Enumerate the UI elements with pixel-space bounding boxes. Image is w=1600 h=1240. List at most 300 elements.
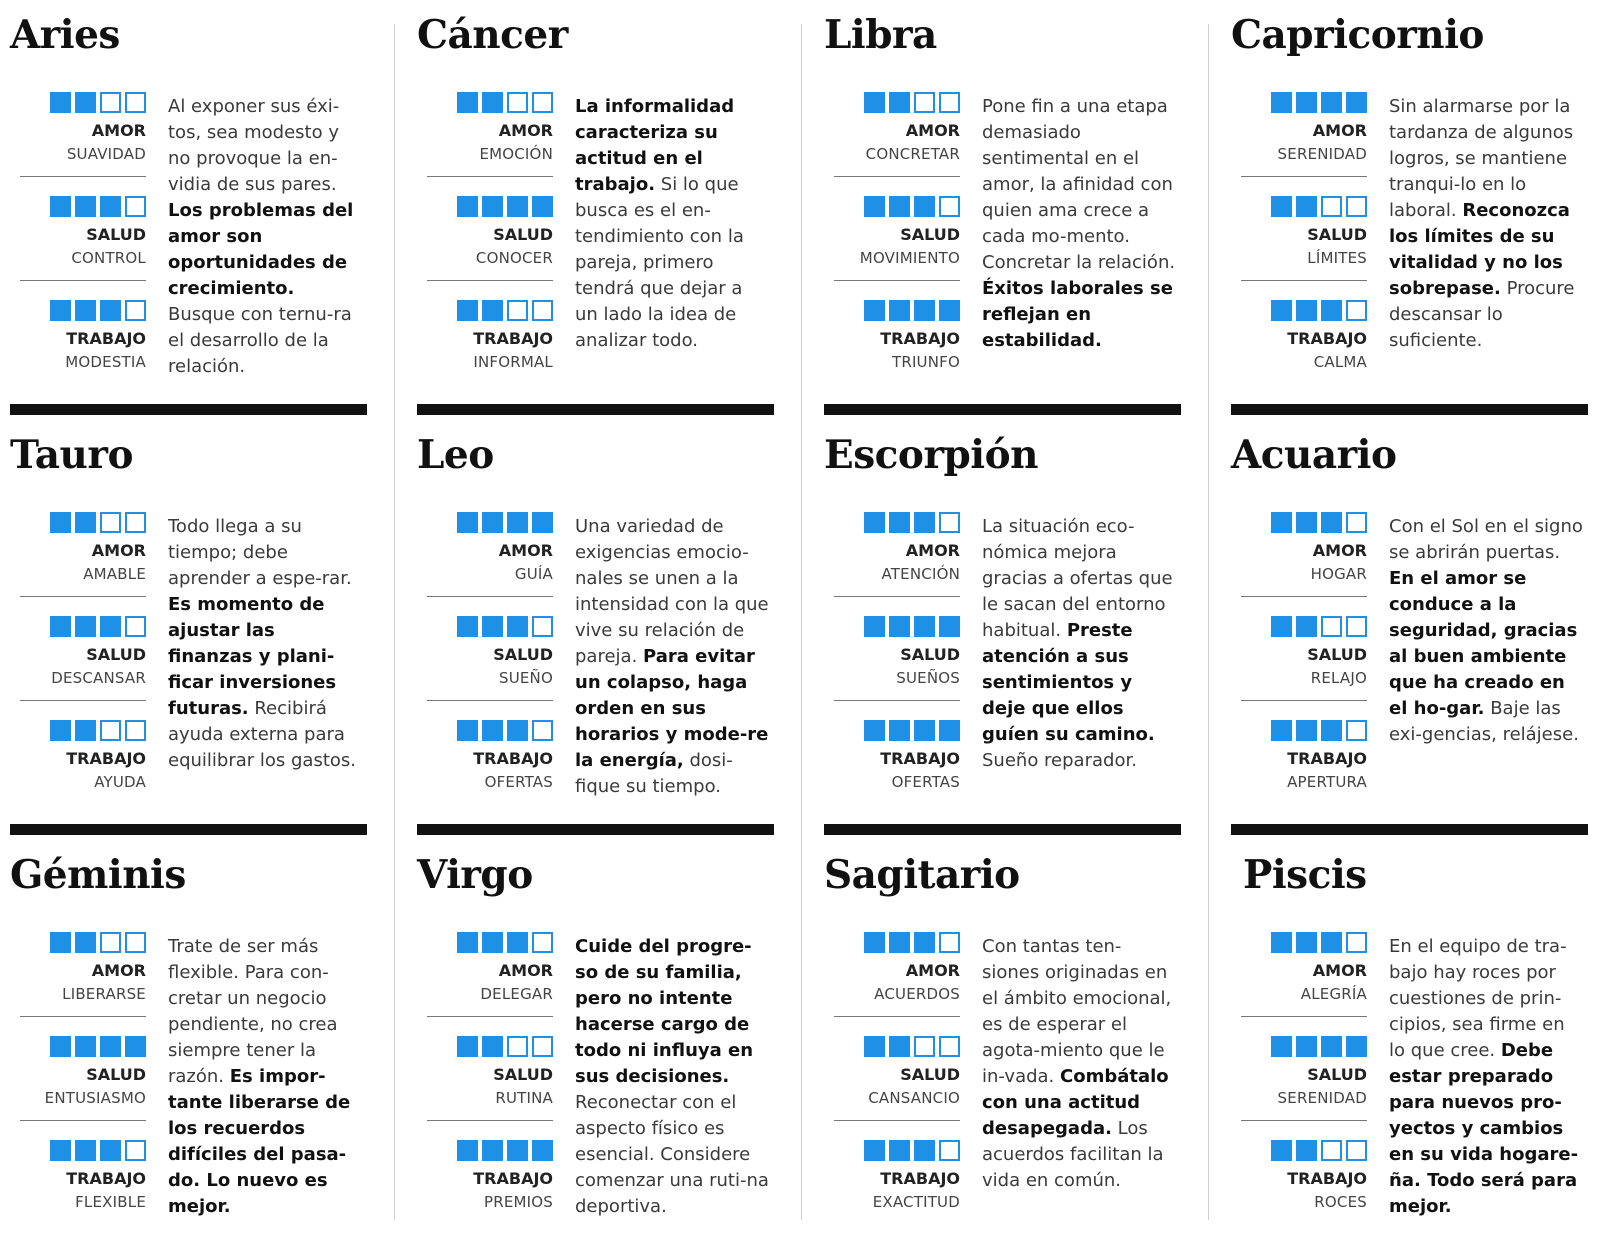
rating-separator xyxy=(20,280,146,281)
rating-square-filled xyxy=(482,512,503,533)
forecast-segment: Busque con ternu-ra el desarrollo de la relación. xyxy=(168,304,352,377)
rating-square-filled xyxy=(1271,1140,1292,1161)
rating-square-filled xyxy=(1296,720,1317,741)
horoscope-entry-geminis xyxy=(10,840,380,1240)
rating-separator xyxy=(20,596,146,597)
rating-separator xyxy=(427,700,553,701)
forecast-segment: Con el Sol en el signo se abrirán puertas. xyxy=(1389,516,1583,563)
forecast-segment: dosi-fique su tiempo. xyxy=(575,750,733,797)
forecast-text xyxy=(168,514,362,774)
rating-square-filled xyxy=(864,92,885,113)
section-rule xyxy=(1231,824,1588,835)
rating-salud xyxy=(1241,196,1367,284)
forecast-text xyxy=(982,514,1176,774)
rating-square-filled xyxy=(864,1036,885,1057)
rating-square-empty xyxy=(125,300,146,321)
rating-trabajo xyxy=(427,1140,553,1228)
rating-square-empty xyxy=(125,512,146,533)
rating-square-filled xyxy=(75,512,96,533)
rating-category: SALUD xyxy=(86,645,146,664)
rating-square-filled xyxy=(482,932,503,953)
rating-keyword: ATENCIÓN xyxy=(881,565,960,583)
rating-keyword: LÍMITES xyxy=(1307,249,1367,267)
forecast-text xyxy=(982,934,1176,1194)
horoscope-entry-tauro xyxy=(10,420,380,820)
section-rule xyxy=(417,824,774,835)
rating-category: SALUD xyxy=(86,1065,146,1084)
rating-square-empty xyxy=(100,92,121,113)
rating-salud xyxy=(20,1036,146,1124)
rating-square-empty xyxy=(100,720,121,741)
rating-category: AMOR xyxy=(1312,121,1367,140)
forecast-segment: Pone fin a una etapa demasiado sentimental en el amor, la afinidad con quien ama crece a cada mo-mento. Concretar la relación. xyxy=(982,96,1176,273)
rating-square-filled xyxy=(457,616,478,637)
forecast-segment: En el equipo de tra-bajo hay roces por cuestiones de prin-cipios, sea firme en lo que cree. xyxy=(1389,936,1567,1061)
horoscope-entry-cancer xyxy=(417,0,787,400)
rating-square-filled xyxy=(939,300,960,321)
rating-square-empty xyxy=(1346,720,1367,741)
rating-square-filled xyxy=(75,1036,96,1057)
rating-squares xyxy=(864,92,960,113)
rating-trabajo xyxy=(20,1140,146,1228)
rating-category: TRABAJO xyxy=(473,329,553,348)
rating-keyword: TRIUNFO xyxy=(891,353,960,371)
forecast-segment: Trate de ser más flexible. Para con-cretar un negocio pendiente, no crea siempre tener la razón. xyxy=(168,936,338,1087)
rating-square-filled xyxy=(864,512,885,533)
rating-separator xyxy=(20,176,146,177)
rating-square-filled xyxy=(1296,196,1317,217)
rating-squares xyxy=(1271,196,1367,217)
rating-category: TRABAJO xyxy=(1287,1169,1367,1188)
sign-title: Tauro xyxy=(10,432,133,478)
rating-square-filled xyxy=(889,92,910,113)
rating-salud xyxy=(20,616,146,704)
rating-salud xyxy=(834,1036,960,1124)
rating-square-filled xyxy=(1296,616,1317,637)
rating-category: TRABAJO xyxy=(1287,749,1367,768)
rating-salud xyxy=(1241,1036,1367,1124)
rating-square-filled xyxy=(457,512,478,533)
rating-square-filled xyxy=(1321,512,1342,533)
forecast-segment: Reconectar con el aspecto físico es esencial. Considere comenzar una ruti-na deportiva. xyxy=(575,1092,769,1217)
rating-square-empty xyxy=(1321,196,1342,217)
rating-square-filled xyxy=(482,1036,503,1057)
rating-square-empty xyxy=(1346,616,1367,637)
rating-square-filled xyxy=(457,196,478,217)
rating-square-empty xyxy=(1321,1140,1342,1161)
rating-square-filled xyxy=(50,720,71,741)
forecast-segment: Una variedad de exigencias emocio-nales se unen a la intensidad con la que vive su relación de pareja. xyxy=(575,516,769,667)
rating-square-filled xyxy=(532,1140,553,1161)
rating-salud xyxy=(834,616,960,704)
rating-keyword: SERENIDAD xyxy=(1277,1089,1367,1107)
forecast-segment: Baje las exi-gencias, relájese. xyxy=(1389,698,1579,745)
rating-category: TRABAJO xyxy=(66,1169,146,1188)
rating-category: SALUD xyxy=(86,225,146,244)
sign-title: Cáncer xyxy=(417,12,568,58)
rating-keyword: MODESTIA xyxy=(65,353,146,371)
rating-keyword: FLEXIBLE xyxy=(75,1193,146,1211)
rating-trabajo xyxy=(427,300,553,388)
rating-category: SALUD xyxy=(900,645,960,664)
rating-square-empty xyxy=(532,1036,553,1057)
rating-square-filled xyxy=(457,92,478,113)
rating-separator xyxy=(20,1120,146,1121)
rating-squares xyxy=(864,1036,960,1057)
rating-square-filled xyxy=(864,196,885,217)
sign-title: Capricornio xyxy=(1231,12,1484,58)
rating-square-filled xyxy=(75,616,96,637)
rating-keyword: CONTROL xyxy=(71,249,146,267)
rating-category: AMOR xyxy=(905,961,960,980)
rating-amor xyxy=(427,92,553,180)
rating-square-filled xyxy=(50,92,71,113)
forecast-segment: La situación eco-nómica mejora gracias a ofertas que le sacan del entorno habitual. xyxy=(982,516,1173,641)
rating-square-empty xyxy=(125,616,146,637)
rating-category: AMOR xyxy=(91,961,146,980)
rating-squares xyxy=(457,1036,553,1057)
rating-square-filled xyxy=(939,616,960,637)
forecast-text xyxy=(575,94,769,354)
forecast-text xyxy=(575,514,769,800)
rating-square-filled xyxy=(482,300,503,321)
rating-square-filled xyxy=(50,932,71,953)
rating-square-filled xyxy=(889,1036,910,1057)
rating-square-empty xyxy=(1321,616,1342,637)
rating-square-filled xyxy=(75,92,96,113)
horoscope-entry-virgo xyxy=(417,840,787,1240)
rating-square-filled xyxy=(125,1036,146,1057)
section-rule xyxy=(824,404,1181,415)
rating-separator xyxy=(834,176,960,177)
rating-separator xyxy=(427,1120,553,1121)
forecast-highlight: Éxitos laborales se reflejan en estabilidad. xyxy=(982,278,1173,351)
rating-square-filled xyxy=(507,616,528,637)
rating-square-filled xyxy=(75,300,96,321)
rating-squares xyxy=(457,300,553,321)
rating-keyword: ACUERDOS xyxy=(874,985,960,1003)
rating-separator xyxy=(1241,176,1367,177)
horoscope-entry-aries xyxy=(10,0,380,400)
rating-square-filled xyxy=(50,1140,71,1161)
rating-square-filled xyxy=(864,720,885,741)
rating-square-empty xyxy=(100,512,121,533)
rating-keyword: EXACTITUD xyxy=(872,1193,960,1211)
rating-category: AMOR xyxy=(498,121,553,140)
rating-trabajo xyxy=(1241,300,1367,388)
rating-square-empty xyxy=(125,196,146,217)
rating-square-filled xyxy=(507,196,528,217)
rating-square-filled xyxy=(1296,512,1317,533)
rating-square-filled xyxy=(1271,616,1292,637)
rating-amor xyxy=(834,512,960,600)
rating-square-empty xyxy=(125,932,146,953)
rating-squares xyxy=(50,92,146,113)
rating-category: SALUD xyxy=(900,225,960,244)
rating-square-filled xyxy=(864,932,885,953)
forecast-highlight: Combátalo con una actitud desapegada. xyxy=(982,1066,1169,1139)
rating-category: AMOR xyxy=(498,961,553,980)
rating-square-filled xyxy=(914,932,935,953)
rating-square-filled xyxy=(457,1036,478,1057)
rating-keyword: MOVIMIENTO xyxy=(859,249,960,267)
rating-square-filled xyxy=(457,932,478,953)
forecast-highlight: Debe estar preparado para nuevos pro-yectos y cambios en su vida hogare-ña. Todo será para mejor. xyxy=(1389,1040,1579,1217)
rating-square-filled xyxy=(75,196,96,217)
rating-squares xyxy=(864,720,960,741)
rating-category: SALUD xyxy=(493,225,553,244)
rating-squares xyxy=(50,720,146,741)
rating-keyword: AMABLE xyxy=(83,565,146,583)
forecast-text xyxy=(168,934,362,1220)
rating-square-filled xyxy=(1296,92,1317,113)
rating-squares xyxy=(1271,92,1367,113)
rating-salud xyxy=(20,196,146,284)
rating-keyword: AYUDA xyxy=(94,773,146,791)
rating-square-filled xyxy=(457,720,478,741)
rating-category: TRABAJO xyxy=(473,749,553,768)
rating-category: TRABAJO xyxy=(880,749,960,768)
rating-category: SALUD xyxy=(1307,645,1367,664)
rating-square-filled xyxy=(889,720,910,741)
rating-keyword: GUÍA xyxy=(514,565,553,583)
rating-square-filled xyxy=(914,720,935,741)
forecast-text xyxy=(575,934,769,1220)
rating-amor xyxy=(1241,92,1367,180)
rating-square-filled xyxy=(50,512,71,533)
forecast-text xyxy=(168,94,362,380)
rating-square-filled xyxy=(507,1140,528,1161)
rating-square-empty xyxy=(914,92,935,113)
rating-category: SALUD xyxy=(900,1065,960,1084)
rating-separator xyxy=(427,176,553,177)
forecast-text xyxy=(1389,514,1583,748)
rating-square-filled xyxy=(1271,720,1292,741)
rating-keyword: DELEGAR xyxy=(480,985,553,1003)
rating-square-empty xyxy=(532,300,553,321)
rating-square-filled xyxy=(75,1140,96,1161)
forecast-segment: Sueño reparador. xyxy=(982,750,1137,771)
rating-square-filled xyxy=(914,196,935,217)
rating-category: AMOR xyxy=(498,541,553,560)
forecast-highlight: Para evitar un colapso, haga orden en sus horarios y mode-re la energía, xyxy=(575,646,769,771)
rating-square-filled xyxy=(507,932,528,953)
rating-square-filled xyxy=(50,300,71,321)
rating-square-filled xyxy=(889,196,910,217)
sign-title: Escorpión xyxy=(824,432,1038,478)
rating-square-empty xyxy=(939,932,960,953)
rating-separator xyxy=(20,700,146,701)
rating-square-filled xyxy=(50,1036,71,1057)
rating-square-empty xyxy=(1346,512,1367,533)
rating-salud xyxy=(1241,616,1367,704)
rating-separator xyxy=(20,1016,146,1017)
horoscope-entry-escorpion xyxy=(824,420,1194,820)
rating-salud xyxy=(427,196,553,284)
rating-square-filled xyxy=(482,196,503,217)
forecast-segment: Procure descansar lo suficiente. xyxy=(1389,278,1575,351)
rating-square-filled xyxy=(482,616,503,637)
rating-square-filled xyxy=(1271,92,1292,113)
forecast-highlight: Preste atención a sus sentimientos y deje que ellos guíen su camino. xyxy=(982,620,1155,745)
rating-squares xyxy=(1271,300,1367,321)
rating-square-empty xyxy=(507,300,528,321)
forecast-text xyxy=(982,94,1176,354)
rating-squares xyxy=(864,512,960,533)
sign-title: Géminis xyxy=(10,852,186,898)
rating-square-empty xyxy=(939,1036,960,1057)
rating-square-empty xyxy=(100,932,121,953)
rating-category: TRABAJO xyxy=(473,1169,553,1188)
rating-square-filled xyxy=(1271,512,1292,533)
sign-title: Aries xyxy=(10,12,120,58)
rating-trabajo xyxy=(427,720,553,808)
rating-square-filled xyxy=(507,720,528,741)
rating-keyword: SUAVIDAD xyxy=(66,145,146,163)
section-rule xyxy=(1231,404,1588,415)
rating-squares xyxy=(864,300,960,321)
rating-squares xyxy=(864,616,960,637)
rating-square-empty xyxy=(914,1036,935,1057)
forecast-segment: Con tantas ten-siones originadas en el ámbito emocional, es de esperar el agota-miento que le in-vada. xyxy=(982,936,1172,1087)
sign-title: Acuario xyxy=(1231,432,1397,478)
rating-square-empty xyxy=(939,1140,960,1161)
rating-square-filled xyxy=(914,300,935,321)
rating-amor xyxy=(20,92,146,180)
rating-square-empty xyxy=(125,92,146,113)
rating-trabajo xyxy=(20,720,146,808)
horoscope-entry-piscis xyxy=(1231,840,1600,1240)
rating-square-filled xyxy=(1321,720,1342,741)
rating-square-filled xyxy=(864,1140,885,1161)
sign-title: Libra xyxy=(824,12,937,58)
rating-amor xyxy=(834,932,960,1020)
rating-square-empty xyxy=(1346,932,1367,953)
rating-category: AMOR xyxy=(905,541,960,560)
rating-square-filled xyxy=(507,512,528,533)
rating-square-filled xyxy=(1321,300,1342,321)
rating-squares xyxy=(50,932,146,953)
rating-separator xyxy=(427,280,553,281)
rating-square-empty xyxy=(507,1036,528,1057)
rating-amor xyxy=(20,932,146,1020)
rating-square-empty xyxy=(532,92,553,113)
section-rule xyxy=(10,404,367,415)
rating-squares xyxy=(864,196,960,217)
column-divider xyxy=(801,24,802,1220)
rating-square-filled xyxy=(864,616,885,637)
rating-squares xyxy=(457,92,553,113)
sign-title: Sagitario xyxy=(824,852,1020,898)
rating-separator xyxy=(1241,280,1367,281)
rating-square-filled xyxy=(457,1140,478,1161)
section-rule xyxy=(417,404,774,415)
rating-square-empty xyxy=(532,720,553,741)
rating-category: AMOR xyxy=(1312,541,1367,560)
rating-square-filled xyxy=(1271,932,1292,953)
forecast-highlight: Los problemas del amor son oportunidades de crecimiento. xyxy=(168,200,354,299)
rating-square-filled xyxy=(889,616,910,637)
rating-separator xyxy=(1241,700,1367,701)
rating-separator xyxy=(427,596,553,597)
section-rule xyxy=(824,824,1181,835)
rating-squares xyxy=(50,1140,146,1161)
rating-square-filled xyxy=(1271,300,1292,321)
forecast-highlight: En el amor se conduce a la seguridad, gracias al buen ambiente que ha creado en el ho-gar. xyxy=(1389,568,1578,719)
rating-separator xyxy=(1241,1120,1367,1121)
rating-square-filled xyxy=(50,616,71,637)
rating-category: SALUD xyxy=(1307,225,1367,244)
rating-square-empty xyxy=(507,92,528,113)
rating-category: TRABAJO xyxy=(66,749,146,768)
sign-title: Leo xyxy=(417,432,494,478)
horoscope-entry-libra xyxy=(824,0,1194,400)
rating-square-empty xyxy=(939,196,960,217)
sign-title: Virgo xyxy=(417,852,533,898)
rating-keyword: ROCES xyxy=(1314,1193,1367,1211)
rating-squares xyxy=(1271,1140,1367,1161)
rating-squares xyxy=(457,512,553,533)
rating-squares xyxy=(457,196,553,217)
rating-squares xyxy=(457,1140,553,1161)
rating-category: SALUD xyxy=(493,1065,553,1084)
forecast-highlight: Cuide del progre-so de su familia, pero no intente hacerse cargo de todo ni influya en sus decisiones. xyxy=(575,936,754,1087)
rating-keyword: HOGAR xyxy=(1310,565,1367,583)
forecast-segment: Sin alarmarse por la tardanza de algunos logros, se mantiene tranqui-lo en lo laboral. xyxy=(1389,96,1574,221)
rating-square-filled xyxy=(1271,1036,1292,1057)
forecast-highlight: Es momento de ajustar las finanzas y plani-ficar inversiones futuras. xyxy=(168,594,337,719)
rating-square-filled xyxy=(532,512,553,533)
forecast-segment: Recibirá ayuda externa para equilibrar los gastos. xyxy=(168,698,357,771)
rating-trabajo xyxy=(834,720,960,808)
rating-category: SALUD xyxy=(1307,1065,1367,1084)
rating-separator xyxy=(834,1120,960,1121)
rating-squares xyxy=(1271,932,1367,953)
rating-square-filled xyxy=(914,512,935,533)
rating-square-filled xyxy=(457,300,478,321)
rating-square-filled xyxy=(1321,932,1342,953)
rating-square-filled xyxy=(1321,92,1342,113)
rating-keyword: SERENIDAD xyxy=(1277,145,1367,163)
rating-trabajo xyxy=(1241,1140,1367,1228)
rating-keyword: RUTINA xyxy=(495,1089,553,1107)
rating-keyword: ENTUSIASMO xyxy=(44,1089,146,1107)
rating-trabajo xyxy=(834,1140,960,1228)
rating-squares xyxy=(1271,720,1367,741)
horoscope-entry-sagitario xyxy=(824,840,1194,1240)
rating-square-filled xyxy=(914,1140,935,1161)
forecast-highlight: Es impor-tante liberarse de los recuerdos difíciles del pasa-do. Lo nuevo es mejor. xyxy=(168,1066,351,1217)
rating-squares xyxy=(457,616,553,637)
rating-square-empty xyxy=(1346,1140,1367,1161)
rating-category: SALUD xyxy=(493,645,553,664)
rating-keyword: RELAJO xyxy=(1310,669,1367,687)
rating-square-filled xyxy=(482,1140,503,1161)
horoscope-entry-acuario xyxy=(1231,420,1600,820)
horoscope-entry-leo xyxy=(417,420,787,820)
rating-keyword: CANSANCIO xyxy=(868,1089,960,1107)
rating-category: TRABAJO xyxy=(880,329,960,348)
rating-square-filled xyxy=(1296,1140,1317,1161)
rating-category: TRABAJO xyxy=(66,329,146,348)
rating-square-filled xyxy=(864,300,885,321)
rating-square-filled xyxy=(1296,932,1317,953)
rating-square-filled xyxy=(889,300,910,321)
rating-separator xyxy=(834,1016,960,1017)
rating-keyword: CALMA xyxy=(1313,353,1367,371)
rating-salud xyxy=(427,616,553,704)
rating-trabajo xyxy=(20,300,146,388)
